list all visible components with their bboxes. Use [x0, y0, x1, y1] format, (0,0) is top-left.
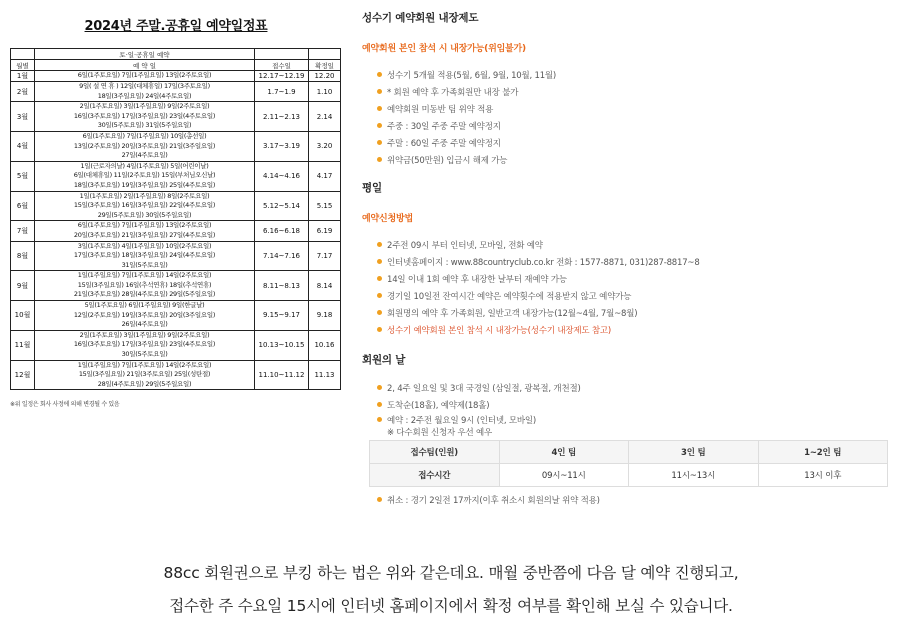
list-item: 주말 : 60일 주중 주말 예약정지 — [377, 136, 882, 153]
accept-cell: 10.13~10.15 — [255, 330, 309, 360]
accept-cell: 11.10~11.12 — [255, 360, 309, 390]
schedule-table — [10, 48, 341, 390]
month-cell: 1월 — [11, 71, 35, 82]
dates-cell — [35, 82, 255, 102]
bullet-icon — [377, 497, 382, 502]
accept-cell: 2.11~2.13 — [255, 102, 309, 132]
table-row — [11, 271, 341, 301]
team-header-row — [370, 441, 888, 464]
confirm-cell: 9.18 — [309, 301, 341, 331]
date-line: 17일(3주토요일) 18일(3주일요일) 24일(4주토요일) — [73, 251, 216, 260]
bullet-icon — [377, 242, 382, 247]
dates-cell — [35, 330, 255, 360]
date-line: 15일(3주토요일) 16일(3주일요일) 22일(4주토요일) — [73, 201, 216, 210]
col-accept: 접수일 — [255, 60, 309, 71]
dates-cell — [35, 131, 255, 161]
bullet-icon — [377, 259, 382, 264]
date-line: 2일(1주토요일) 3일(1주일요일) 9일(2주토요일) — [79, 330, 210, 339]
weekday-rules-list — [377, 238, 882, 340]
date-line: 1일(1주토요일) 2일(1주일요일) 8일(2주토요일) — [79, 191, 210, 200]
dates-cell — [35, 301, 255, 331]
schedule-footnote: ※위 일정은 회사 사정에 의해 변경될 수 있음 — [10, 401, 120, 409]
date-line: 6일(1주토요일) 7일(1주일요일) 13일(2주토요일) — [77, 71, 212, 80]
cancel-list — [377, 493, 882, 510]
month-cell: 12월 — [11, 360, 35, 390]
list-item: 취소 : 경기 2일전 17까지(이후 취소시 회원의날 위약 적용) — [377, 493, 882, 510]
bullet-icon — [377, 402, 382, 407]
info-panel — [362, 10, 882, 510]
list-item: 성수기 5개월 적용(5월, 6월, 9월, 10월, 11월) — [377, 68, 882, 85]
team-time-cell: 11시~13시 — [629, 464, 759, 487]
date-line: 18일(3주일요일) 24일(4주토요일) — [97, 91, 192, 100]
date-line: 15일(3주일요일) 21일(3주토요일) 25일(성탄절) — [78, 370, 211, 379]
date-line: 15일(3주일요일) 16일(추석연휴) 18일(추석연휴) — [77, 280, 212, 289]
accept-cell: 8.11~8.13 — [255, 271, 309, 301]
accept-cell: 7.14~7.16 — [255, 241, 309, 271]
team-row-label: 접수시간 — [370, 464, 500, 487]
col-confirm: 확정일 — [309, 60, 341, 71]
dates-cell — [35, 191, 255, 221]
date-line: 2일(1주토요일) 3일(1주일요일) 9일(2주토요일) — [79, 102, 210, 111]
bullet-icon — [377, 417, 382, 422]
section-subtitle-weekday: 예약신청방법 — [362, 214, 413, 224]
accept-cell: 6.16~6.18 — [255, 221, 309, 241]
date-line: 16일(3주토요일) 17일(3주일요일) 23일(4주토요일) — [73, 111, 216, 120]
bullet-icon — [377, 310, 382, 315]
note: ※ 다수회원 신청자 우선 예우 — [387, 428, 493, 438]
bullet-icon — [377, 106, 382, 111]
date-line: 13일(2주토요일) 20일(3주토요일) 21일(3주일요일) — [73, 141, 216, 150]
bullet-icon — [377, 72, 382, 77]
table-row — [11, 161, 341, 191]
date-line: 30일(5주토요일) — [121, 350, 168, 359]
date-line: 6일(1주토요일) 7일(1주일요일) 10일(총선일) — [82, 131, 207, 140]
bullet-icon — [377, 385, 382, 390]
bullet-icon — [377, 123, 382, 128]
list-item-highlight: 성수기 예약회원 본인 참석 시 내장가능(성수기 내장제도 참고) — [377, 323, 882, 340]
month-cell: 10월 — [11, 301, 35, 331]
dates-cell — [35, 221, 255, 241]
table-row — [11, 191, 341, 221]
list-item: 예약 : 2주전 월요일 9시 (인터넷, 모바일) — [377, 415, 882, 427]
schedule-body — [11, 71, 341, 390]
table-row — [11, 131, 341, 161]
month-cell: 3월 — [11, 102, 35, 132]
table-row — [11, 330, 341, 360]
team-time-cell: 09시~11시 — [499, 464, 629, 487]
schedule-header-row — [11, 60, 341, 71]
team-time-cell: 13시 이후 — [758, 464, 888, 487]
schedule-group-row — [11, 49, 341, 60]
month-cell: 6월 — [11, 191, 35, 221]
accept-cell: 5.12~5.14 — [255, 191, 309, 221]
section-subtitle-peak: 예약회원 본인 참석 시 내장가능(위임불가) — [362, 44, 526, 54]
month-cell: 9월 — [11, 271, 35, 301]
confirm-cell: 5.15 — [309, 191, 341, 221]
table-row — [11, 102, 341, 132]
group-header: 토·일·공휴일 예약 — [35, 49, 255, 60]
date-line: 18일(3주토요일) 19일(3주일요일) 25일(4주토요일) — [73, 180, 216, 189]
peak-rules-list — [377, 68, 882, 170]
members-day-list — [377, 381, 882, 439]
list-item: 2주전 09시 부터 인터넷, 모바일, 전화 예약 — [377, 238, 882, 255]
list-item: 예약회원 미동반 팀 위약 적용 — [377, 102, 882, 119]
schedule-panel — [10, 12, 342, 408]
team-header-cell: 4인 팀 — [499, 441, 629, 464]
section-title-members-day: 회원의 날 — [362, 354, 406, 366]
confirm-cell: 4.17 — [309, 161, 341, 191]
table-row — [11, 71, 341, 82]
accept-cell: 1.7~1.9 — [255, 82, 309, 102]
date-line: 1일(1주일요일) 7일(1주토요일) 14일(2주토요일) — [77, 271, 212, 280]
confirm-cell: 7.17 — [309, 241, 341, 271]
date-line: 30일(5주토요일) 31일(5주일요일) — [97, 121, 192, 130]
col-month: 월별 — [11, 60, 35, 71]
list-item: 위약금(50만원) 입금시 해제 가능 — [377, 153, 882, 170]
table-row — [11, 301, 341, 331]
caption-line-1: 88cc 회원권으로 부킹 하는 법은 위와 같은데요. 매월 중반쯤에 다음 달 예약 진행되고, — [163, 564, 739, 582]
list-item: 인터넷홈페이지 : www.88countryclub.co.kr 전화 : 1577-8871, 031)287-8817~8 — [377, 255, 882, 272]
confirm-cell: 10.16 — [309, 330, 341, 360]
bullet-icon — [377, 140, 382, 145]
schedule-title: 2024년 주말.공휴일 예약일정표 — [84, 19, 268, 34]
month-cell: 5월 — [11, 161, 35, 191]
confirm-cell: 6.19 — [309, 221, 341, 241]
dates-cell — [35, 71, 255, 82]
team-time-table — [369, 440, 888, 487]
list-item: 경기일 10일전 잔여시간 예약은 예약횟수에 적용받지 않고 예약가능 — [377, 289, 882, 306]
confirm-cell: 12.20 — [309, 71, 341, 82]
date-line: 1일(1주일요일) 7일(1주토요일) 14일(2주토요일) — [77, 360, 212, 369]
month-cell: 8월 — [11, 241, 35, 271]
date-line: 21일(3주토요일) 28일(4주토요일) 29일(5주일요일) — [73, 290, 216, 299]
date-line: 29일(5주토요일) 30일(5주일요일) — [97, 210, 192, 219]
section-title-peak: 성수기 예약회원 내장제도 — [362, 12, 479, 24]
date-line: 27일(4주토요일) — [121, 151, 168, 160]
list-item: 회원명의 예약 후 가족회원, 일반고객 내장가능(12월~4월, 7월~8월) — [377, 306, 882, 323]
bullet-icon — [377, 276, 382, 281]
list-item: 2, 4주 일요일 및 3대 국경일 (삼일절, 광복절, 개천절) — [377, 381, 882, 398]
team-header-cell: 3인 팀 — [629, 441, 759, 464]
date-line: 5일(1주토요일) 6일(1주일요일) 9일(한글날) — [84, 301, 205, 310]
caption-line-2: 접수한 주 수요일 15시에 인터넷 홈페이지에서 확정 여부를 확인해 보실 수 있습니다. — [169, 597, 733, 615]
accept-cell: 12.17~12.19 — [255, 71, 309, 82]
section-title-weekday: 평일 — [362, 182, 382, 194]
date-line: 6일(1주토요일) 7일(1주일요일) 13일(2주토요일) — [77, 221, 212, 230]
bullet-icon — [377, 327, 382, 332]
date-line: 20일(3주토요일) 21일(3주일요일) 27일(4주토요일) — [73, 230, 216, 239]
bullet-icon — [377, 89, 382, 94]
confirm-cell: 3.20 — [309, 131, 341, 161]
month-cell: 11월 — [11, 330, 35, 360]
confirm-cell: 2.14 — [309, 102, 341, 132]
month-cell: 7월 — [11, 221, 35, 241]
col-dates: 예 약 일 — [35, 60, 255, 71]
list-item: 도착순(18홀), 예약제(18홀) — [377, 398, 882, 415]
date-line: 28일(4주토요일) 29일(5주일요일) — [97, 379, 192, 388]
date-line: 31일(5주토요일) — [121, 260, 168, 269]
dates-cell — [35, 360, 255, 390]
list-item: * 회원 예약 후 가족회원만 내장 불가 — [377, 85, 882, 102]
confirm-cell: 8.14 — [309, 271, 341, 301]
month-cell: 4월 — [11, 131, 35, 161]
date-line: 26일(4주토요일) — [121, 320, 168, 329]
month-cell: 2월 — [11, 82, 35, 102]
date-line: 9일( 설 연 휴 ) 12일(대체휴일) 17일(3주토요일) — [79, 82, 210, 90]
confirm-cell: 11.13 — [309, 360, 341, 390]
date-line: 6일(대체휴일) 11일(2주토요일) 15일(부처님오신날) — [73, 171, 216, 180]
table-row — [11, 221, 341, 241]
list-item: 14일 이내 1회 예약 후 내장한 날부터 재예약 가능 — [377, 272, 882, 289]
team-time-row — [370, 464, 888, 487]
bullet-icon — [377, 157, 382, 162]
team-header-cell: 접수팀(인원) — [370, 441, 500, 464]
date-line: 3일(1주토요일) 4일(1주일요일) 10일(2주토요일) — [77, 241, 212, 250]
dates-cell — [35, 161, 255, 191]
date-line: 1일(근로자의날) 4일(1주토요일) 5일(어린이날) — [80, 161, 209, 170]
table-row — [11, 360, 341, 390]
dates-cell — [35, 271, 255, 301]
dates-cell — [35, 241, 255, 271]
table-row — [11, 82, 341, 102]
accept-cell: 9.15~9.17 — [255, 301, 309, 331]
date-line: 16일(3주토요일) 17일(3주일요일) 23일(4주토요일) — [73, 340, 216, 349]
accept-cell: 4.14~4.16 — [255, 161, 309, 191]
confirm-cell: 1.10 — [309, 82, 341, 102]
list-item: 주중 : 30일 주중 주말 예약정지 — [377, 119, 882, 136]
team-header-cell: 1~2인 팀 — [758, 441, 888, 464]
dates-cell — [35, 102, 255, 132]
date-line: 12일(2주토요일) 19일(3주토요일) 20일(3주일요일) — [73, 310, 216, 319]
bullet-icon — [377, 293, 382, 298]
table-row — [11, 241, 341, 271]
accept-cell: 3.17~3.19 — [255, 131, 309, 161]
